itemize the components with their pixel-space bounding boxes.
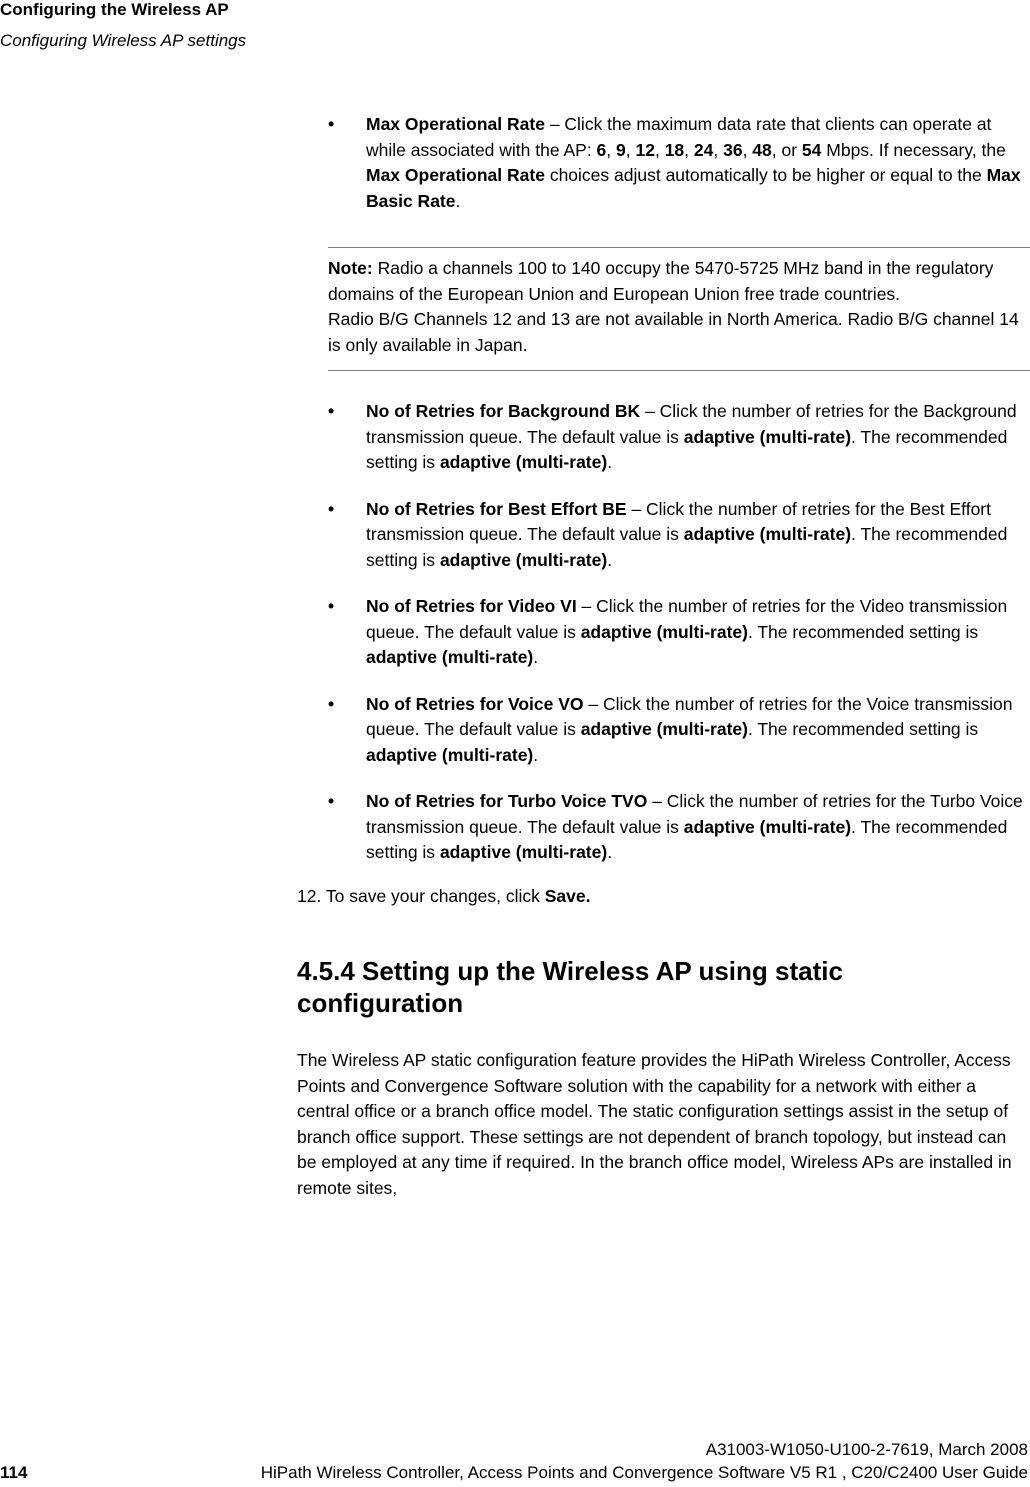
section-heading: 4.5.4 Setting up the Wireless AP using static configuration: [297, 956, 843, 1018]
retries-background-text: No of Retries for Background BK – Click the number of retries for the Background transmission queue. The default value is adaptive (multi-rate). The recommended setting is adaptive (multi-rate).: [366, 401, 1017, 472]
page-number: 114: [0, 1463, 28, 1482]
retries-best-effort-text: No of Retries for Best Effort BE – Click the number of retries for the Best Effort transmission queue. The default value is adaptive (multi-rate). The recommended setting is adaptive (multi-rate).: [366, 498, 1008, 570]
bullet-marker: •: [328, 498, 335, 519]
retries-voice-text: No of Retries for Voice VO – Click the number of retries for the Voice transmission queue. The default value is adaptive (multi-rate). The recommended setting is adaptive (multi-rate).: [366, 693, 1013, 765]
bullet-marker: •: [328, 693, 335, 714]
section-body: The Wireless AP static configuration feature provides the HiPath Wireless Controller, Access Points and Convergence Software solution with the capability for a network with either a central office or a branch office model. The static configuration settings assist in the setup of branch office support. These settings are not dependent of branch topology, but instead can be employed at any time if required. In the branch office model, Wireless APs are installed in remote sites,: [297, 1050, 1012, 1198]
note-box: [328, 247, 1030, 371]
note-line-1: Note: Radio a channels 100 to 140 occupy the 5470-5725 MHz band in the regulatory domains of the European Union and European Union free trade countries.: [328, 258, 994, 304]
bullet-marker: •: [328, 791, 335, 811]
page-content: [297, 112, 1030, 1201]
list-item: [297, 497, 1030, 574]
running-header-title: Configuring the Wireless AP: [0, 0, 229, 19]
max-operational-rate-text: Max Operational Rate – Click the maximum data rate that clients can operate at while associated with the AP: 6, 9, 12, 18, 24, 36, 48, or 54 Mbps. If necessary, the Max Operational Rate choices adjust automatically to be higher or equal to the Max Basic Rate.: [366, 114, 1021, 211]
footer-guide-title: HiPath Wireless Controller, Access Points and Convergence Software V5 R1 , C20/C2400 User Guide: [260, 1463, 1028, 1482]
list-item: [297, 789, 1030, 866]
retries-video-text: No of Retries for Video VI – Click the number of retries for the Video transmission queue. The default value is adaptive (multi-rate). The recommended setting is adaptive (multi-rate).: [366, 596, 1008, 667]
note-label: Note:: [328, 258, 373, 278]
retries-turbo-voice-text: No of Retries for Turbo Voice TVO – Click the number of retries for the Turbo Voice transmission queue. The default value is adaptive (multi-rate). The recommended setting is adaptive (multi-rate).: [366, 791, 1023, 862]
running-header-subtitle: Configuring Wireless AP settings: [0, 31, 247, 50]
bullet-marker: •: [328, 114, 335, 134]
note-line-2: Radio B/G Channels 12 and 13 are not available in North America. Radio B/G channel 14 is only available in Japan.: [328, 309, 1019, 355]
bullet-marker: •: [328, 596, 335, 616]
step-12: 12. To save your changes, click Save.: [297, 885, 591, 906]
list-item: [297, 594, 1030, 671]
bullet-marker: •: [328, 401, 335, 421]
list-item: [297, 399, 1030, 476]
retries-list: [297, 399, 1030, 866]
list-item: [297, 692, 1030, 769]
save-reference: Save.: [544, 885, 591, 906]
footer-doc-id: A31003-W1050-U100-2-7619, March 2008: [705, 1440, 1028, 1459]
list-item: [297, 112, 1030, 214]
max-rate-list: [297, 112, 1030, 214]
